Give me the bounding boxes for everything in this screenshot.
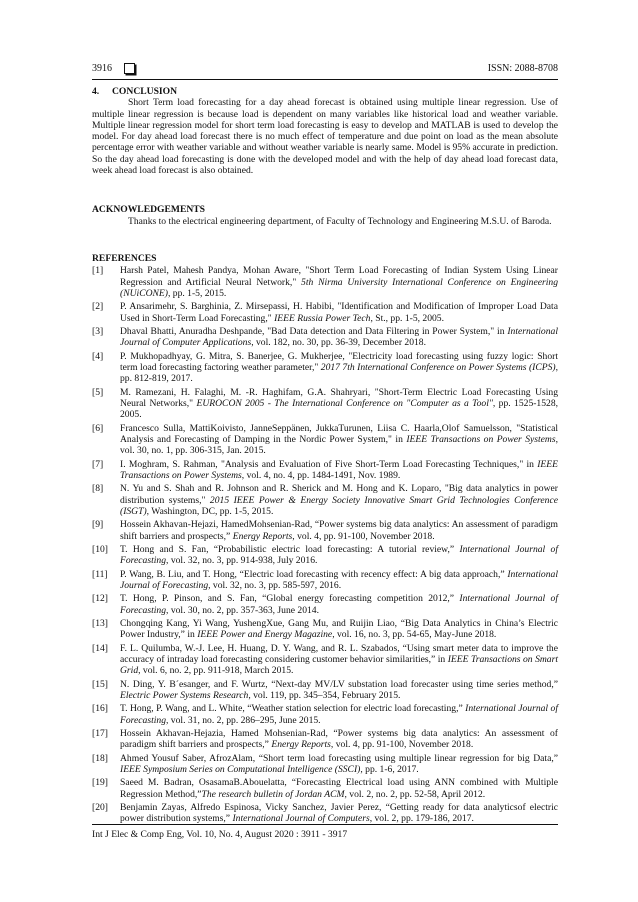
reference-details: , pp. 1-6, 2017. (360, 764, 419, 776)
reference-details: , vol. 16, no. 3, pp. 54-65, May-June 2018. (332, 629, 497, 641)
reference-text (120, 728, 558, 751)
reference-details: , vol. 32, no. 3, pp. 914-938, July 2016. (166, 555, 318, 567)
page-content (92, 84, 558, 827)
reference-number: [9] (92, 519, 104, 531)
reference-text (120, 544, 558, 567)
reference-venue: International Journal of Forecasting (120, 593, 559, 616)
acknowledgements-heading: ACKNOWLEDGEMENTS (92, 204, 206, 216)
reference-number: [4] (92, 350, 104, 362)
reference-text (120, 265, 558, 299)
reference-venue: Energy Reports, (271, 739, 334, 751)
reference-authors-title: M. Ramezani, H. Falaghi, M. -R. Haghifam, G.A. Shahryari, "Short-Term Electric Load Forecasting Using Neural Networks," (120, 386, 558, 409)
reference-item (92, 753, 558, 776)
reference-text (120, 483, 558, 517)
reference-number: [19] (92, 777, 108, 789)
reference-details: , vol. 2, no. 2, pp. 52-58, April 2012. (344, 788, 486, 800)
reference-authors-title: Hossein Akhavan-Hejazia, Hamed Mohsenian-Rad, “Power systems big data analytics: An assessment of paradigm shift barriers and prospects,” (120, 728, 558, 751)
page-header (92, 58, 558, 78)
reference-text (120, 301, 558, 324)
reference-item (92, 387, 558, 421)
reference-text (120, 387, 558, 421)
reference-text (120, 703, 558, 726)
reference-number: [11] (92, 568, 108, 580)
reference-venue: IEEE Power and Energy Magazine (197, 629, 333, 641)
conclusion-text: Short Term load forecasting for a day ahead forecast is obtained using multiple linear regression. Use of multiple linear regression is because load is dependent on many variables like historical load and weather variable. Multiple linear regression model for short term load forecasting is easy to develop and MATLAB is used to develop the model. For day ahead load forecast there is no much effect of temperature and due point on load as the mean absolute percentage error with weather variable and without weather variable is nearly same. Model is 95% accurate in prediction. So the day ahead load forecasting is done with the developed model and with the help of day ahead load forecast data, week ahead load forecast is also obtained. (92, 97, 558, 177)
reference-text (120, 351, 558, 385)
reference-list (92, 265, 558, 824)
reference-text (120, 643, 558, 677)
reference-venue: IEEE Russia Power Tech (274, 312, 371, 324)
reference-authors-title: T. Hong, P. Wang, and L. White, “Weather station selection for electric load forecasting,” (120, 703, 466, 715)
reference-authors-title: Ahmed Yousuf Saber, AfrozAlam, “Short term load forecasting using multiple linear regression for big Data,” (120, 752, 558, 764)
page-number: 3916 (92, 62, 112, 74)
reference-details: , vol. 30, no. 2, pp. 357-363, June 2014. (166, 604, 319, 616)
reference-authors-title: P. Wang, B. Liu, and T. Hong, “Electric load forecasting with recency effect: A big data approach,” (120, 568, 508, 580)
reference-number: [13] (92, 618, 108, 629)
reference-venue: International Journal of Computer Applications (120, 325, 558, 349)
footer-rule (92, 824, 558, 825)
reference-details: , Washington, DC, pp. 1-5, 2015. (146, 505, 274, 517)
reference-number: [16] (92, 703, 108, 715)
reference-item (92, 569, 558, 592)
reference-details: , pp. 1-5, 2015. (167, 287, 227, 299)
reference-number: [20] (92, 802, 108, 814)
reference-venue: 2017 7th International Conference on Power Systems (ICPS) (320, 361, 556, 373)
reference-item (92, 459, 558, 482)
reference-number: [1] (92, 265, 104, 277)
reference-venue: EUROCON 2005 - The International Conference on "Computer as a Tool" (196, 397, 493, 409)
reference-text (120, 326, 558, 349)
reference-number: [8] (92, 483, 104, 495)
reference-venue: International Journal of Forecasting, (120, 703, 558, 726)
reference-item (92, 703, 558, 726)
reference-details: , vol. 30, no. 1, pp. 306-315, Jan. 2015. (120, 433, 558, 457)
reference-details: , St., pp. 1-5, 2005. (370, 312, 444, 324)
section-title: CONCLUSION (112, 86, 178, 97)
reference-authors-title: Hossein Akhavan-Hejazi, HamedMohsenian-Rad, “Power systems big data analytics: An assessment of paradigm shift barriers and prospects,” (120, 519, 558, 542)
reference-details: , pp. 812-819, 2017. (120, 361, 559, 385)
reference-details: , vol. 182, no. 30, pp. 36-39, December 2018. (251, 337, 426, 349)
reference-item (92, 777, 558, 800)
reference-number: [3] (92, 325, 104, 337)
reference-venue: The research bulletin of Jordan ACM (201, 788, 345, 800)
acknowledgements-text: Thanks to the electrical engineering department, of Faculty of Technology and Engineering M.S.U. of Baroda. (128, 215, 552, 227)
reference-details: , vol. 6, no. 2, pp. 911-918, March 2015. (138, 665, 294, 677)
reference-authors-title: Harsh Patel, Mahesh Pandya, Mohan Aware, "Short Term Load Forecasting of Indian System Using Linear Regression and Artificial Neural Network," (120, 265, 558, 288)
reference-venue: 2015 IEEE Power & Energy Society Innovative Smart Grid Technologies Conference (ISGT) (120, 494, 558, 517)
page-footer: Int J Elec & Comp Eng, Vol. 10, No. 4, August 2020 : 3911 - 3917 (92, 829, 348, 840)
reference-text (120, 802, 558, 825)
reference-text (120, 423, 558, 457)
reference-venue: International Journal of Forecasting (120, 543, 558, 567)
reference-authors-title: T. Hong, P. Pinson, and S. Fan, “Global energy forecasting competition 2012,” (120, 593, 460, 605)
reference-venue: International Journal of Forecasting, (120, 568, 558, 591)
reference-number: [10] (92, 543, 108, 555)
reference-venue: IEEE Symposium Series on Computational Intelligence (SSCI) (120, 764, 361, 776)
reference-item (92, 483, 558, 517)
reference-authors-title: I. Moghram, S. Rahman, "Analysis and Evaluation of Five Short-Term Load Forecasting Techniques," in (120, 458, 538, 470)
reference-text (120, 753, 558, 776)
reference-venue: IEEE Transactions on Smart Grid (120, 653, 558, 677)
reference-item (92, 265, 558, 299)
reference-item (92, 326, 558, 349)
header-rule (92, 79, 558, 80)
reference-number: [15] (92, 678, 108, 690)
reference-item (92, 802, 558, 825)
reference-details: , vol. 4, no. 4, pp. 1484-1491, Nov. 1989. (241, 469, 401, 481)
reference-authors-title: Benjamin Zayas, Alfredo Espinosa, Vicky Sanchez, Javier Perez, “Getting ready for data analyticsof electric power distribution systems,” (120, 802, 558, 825)
reference-text (120, 618, 558, 641)
reference-details: vol. 4, pp. 91-100, November 2018. (333, 739, 474, 751)
reference-authors-title: T. Hong and S. Fan, “Probabilistic electric load forecasting: A tutorial review,” (120, 543, 460, 555)
reference-item (92, 351, 558, 385)
reference-authors-title: Francesco Sulla, MattiKoivisto, JanneSeppänen, JukkaTurunen, Liisa C. Haarla,Olof Samuelsson, "Statistical Analysis and Forecasting of Damping in the Nordic Power System," in (120, 422, 558, 445)
reference-authors-title: Dhaval Bhatti, Anuradha Deshpande, "Bad Data detection and Data Filtering in Power System," in (120, 325, 508, 337)
references-heading: REFERENCES (92, 252, 157, 264)
conclusion-heading (92, 86, 558, 97)
reference-item (92, 519, 558, 542)
reference-details: vol. 32, no. 3, pp. 585-597, 2016. (210, 579, 342, 591)
square-box-icon (124, 63, 135, 74)
reference-item (92, 423, 558, 457)
reference-text (120, 679, 558, 702)
reference-number: [6] (92, 422, 104, 434)
reference-details: , vol. 119, pp. 345–354, February 2015. (248, 689, 401, 701)
reference-item (92, 679, 558, 702)
reference-authors-title: Chongqing Kang, Yi Wang, YushengXue, Gang Mu, and Ruijin Liao, “Big Data Analytics in China’s Electric Power Industry,” in (120, 618, 558, 641)
reference-authors-title: N. Ding, Y. B´esanger, and F. Wurtz, “Next-day MV/LV substation load forecaster using time series method,” (120, 678, 558, 690)
reference-text (120, 593, 558, 616)
reference-text (120, 777, 558, 800)
reference-details: , vol. 4, pp. 91-100, November 2018. (292, 530, 435, 542)
reference-number: [12] (92, 593, 108, 605)
reference-venue: IEEE Transactions on Power Systems (406, 433, 556, 445)
reference-details: , pp. 1525-1528, 2005. (120, 397, 559, 421)
reference-venue: Energy Reports (232, 530, 293, 542)
reference-item (92, 301, 558, 324)
reference-venue: International Journal of Computers (232, 813, 370, 825)
reference-number: [7] (92, 458, 104, 470)
reference-text (120, 569, 558, 592)
reference-details: , vol. 2, pp. 179-186, 2017. (369, 813, 474, 825)
reference-item (92, 593, 558, 616)
reference-authors-title: N. Yu and S. Shah and R. Johnson and R. Sherick and M. Hong and K. Loparo, "Big data analytics in power distribution systems," (120, 483, 558, 506)
reference-authors-title: F. L. Quilumba, W.-J. Lee, H. Huang, D. Y. Wang, and R. L. Szabados, “Using smart meter data to improve the accuracy of intraday load forecasting considering customer behavior similarities,” in (120, 642, 558, 665)
reference-authors-title: P. Ansarimehr, S. Barghinia, Z. Mirsepassi, H. Habibi, "Identification and Modification of Improper Load Data Used in Short-Term Load Forecasting," (120, 301, 558, 324)
reference-number: [18] (92, 752, 108, 764)
reference-authors-title: Saeed M. Badran, OsasamaB.Abouelatta, “Forecasting Electrical load using ANN combined with Multiple Regression Method,” (120, 777, 558, 800)
reference-text (120, 519, 558, 542)
reference-venue: IEEE Transactions on Power Systems (120, 458, 558, 481)
reference-venue: 5th Nirma University International Conference on Engineering (NUiCONE) (120, 276, 558, 299)
issn: ISSN: 2088-8708 (487, 62, 558, 74)
reference-details: vol. 31, no. 2, pp. 286–295, June 2015. (168, 714, 321, 726)
reference-venue: Electric Power Systems Research (120, 689, 249, 701)
section-number: 4. (92, 86, 100, 97)
reference-authors-title: P. Mukhopadhyay, G. Mitra, S. Banerjee, G. Mukherjee, "Electricity load forecasting using fuzzy logic: Short term load forecasting factoring weather parameter," (120, 350, 558, 373)
reference-number: [14] (92, 642, 108, 654)
reference-item (92, 728, 558, 751)
reference-text (120, 459, 558, 482)
reference-item (92, 618, 558, 641)
reference-number: [2] (92, 301, 104, 313)
reference-number: [17] (92, 728, 108, 740)
reference-number: [5] (92, 386, 104, 398)
reference-item (92, 544, 558, 567)
reference-item (92, 643, 558, 677)
